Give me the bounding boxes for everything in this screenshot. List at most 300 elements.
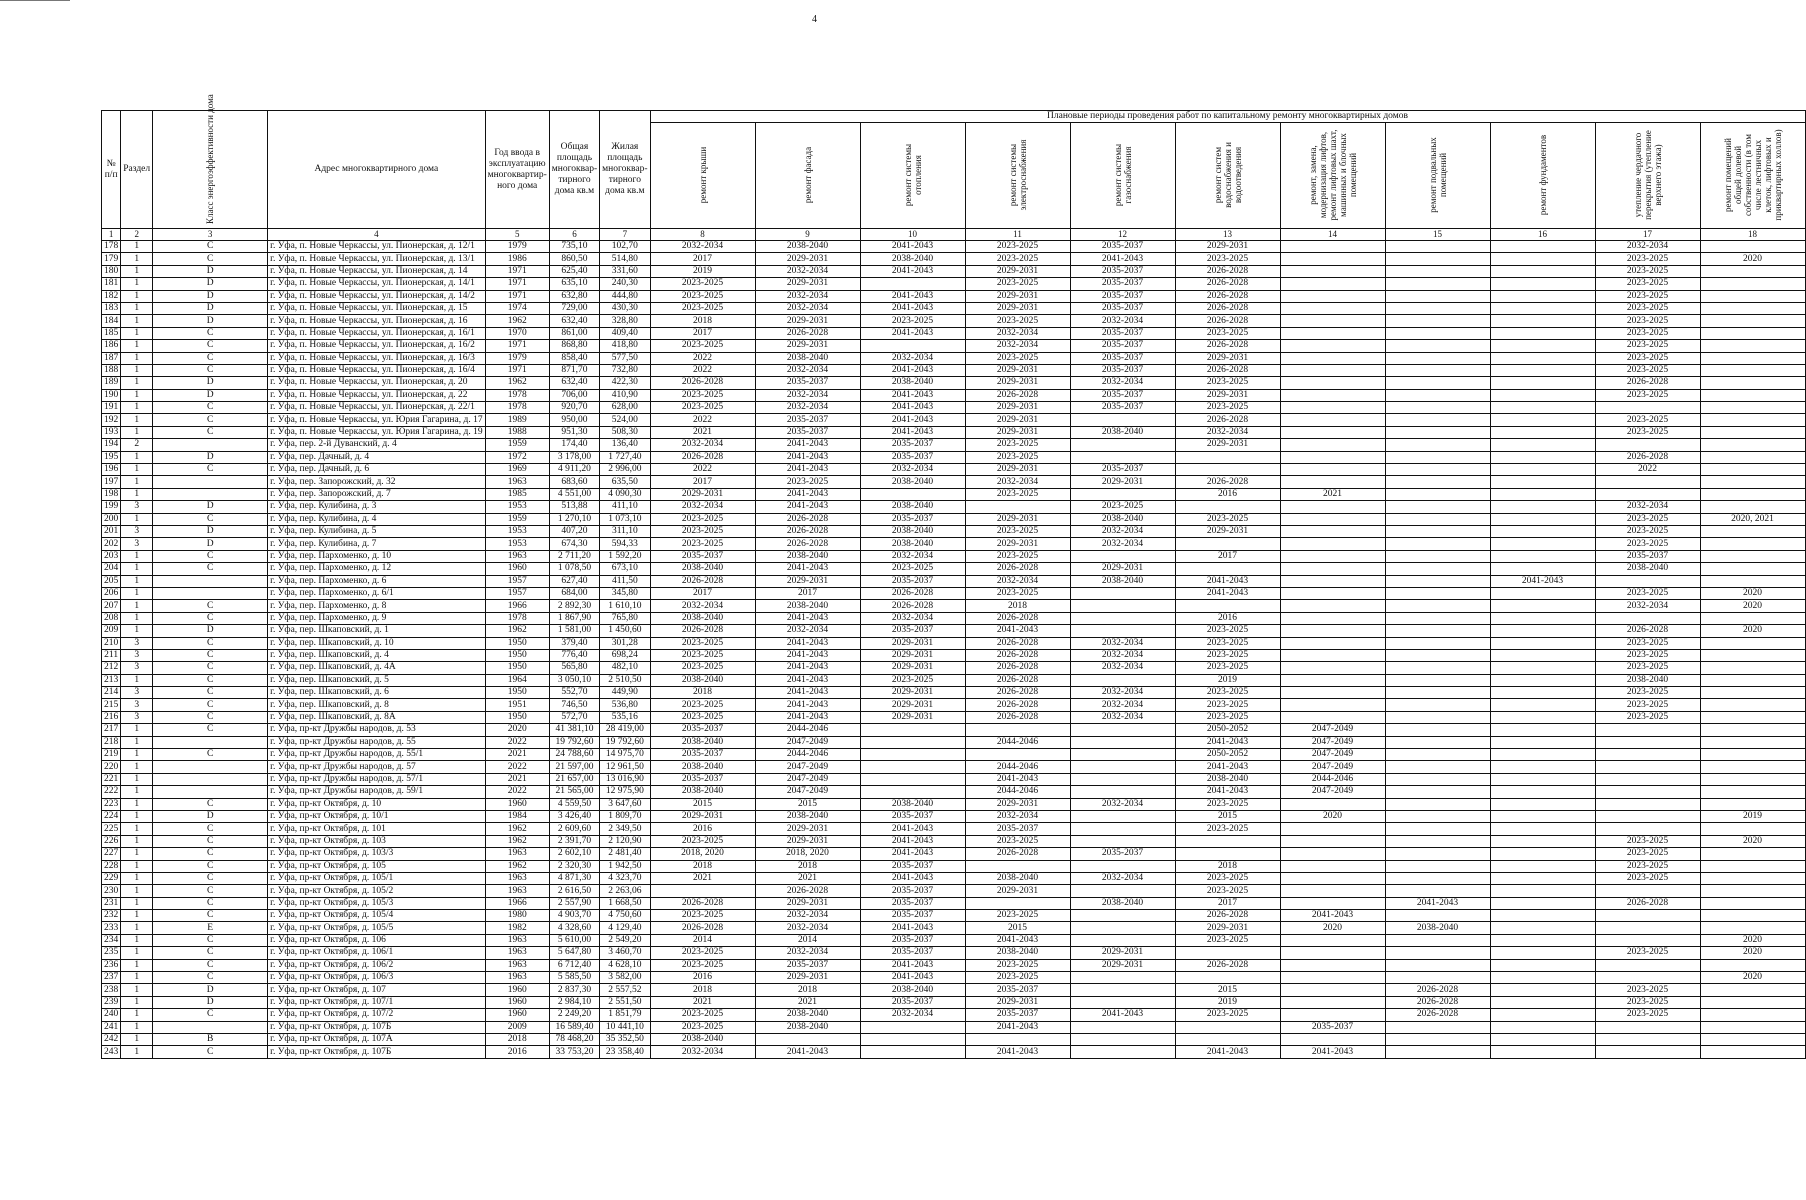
table-cell bbox=[1070, 625, 1175, 637]
table-cell: 2038-2040 bbox=[650, 786, 755, 798]
table-row bbox=[102, 265, 1806, 277]
table-cell bbox=[1175, 848, 1280, 860]
table-cell bbox=[1700, 674, 1805, 686]
table-cell: 2038-2040 bbox=[965, 872, 1070, 884]
table-row bbox=[102, 253, 1806, 265]
table-cell: 2026-2028 bbox=[1595, 377, 1700, 389]
table-cell: 1962 bbox=[485, 625, 549, 637]
table-cell: 2041-2043 bbox=[860, 389, 965, 401]
table-cell bbox=[1595, 910, 1700, 922]
table-cell: 4 871,30 bbox=[549, 872, 599, 884]
table-cell: 1 bbox=[121, 972, 153, 984]
table-cell: 23 358,40 bbox=[600, 1046, 650, 1058]
table-cell bbox=[153, 439, 268, 451]
table-cell bbox=[1490, 810, 1595, 822]
table-cell bbox=[1490, 674, 1595, 686]
table-row bbox=[102, 476, 1806, 488]
table-cell: 625,40 bbox=[549, 265, 599, 277]
table-cell bbox=[1490, 265, 1595, 277]
table-cell: 2041-2043 bbox=[965, 934, 1070, 946]
table-cell: 2026-2028 bbox=[965, 612, 1070, 624]
table-cell bbox=[1490, 972, 1595, 984]
table-cell: 13 016,90 bbox=[600, 773, 650, 785]
table-cell: 2023-2025 bbox=[1595, 253, 1700, 265]
table-cell bbox=[1385, 823, 1490, 835]
table-cell bbox=[1490, 315, 1595, 327]
table-cell: г. Уфа, п. Новые Черкассы, ул. Пионерская, д. 14/2 bbox=[268, 290, 485, 302]
table-cell: 238 bbox=[102, 984, 121, 996]
table-cell bbox=[1490, 947, 1595, 959]
table-cell: 1 bbox=[121, 773, 153, 785]
table-row bbox=[102, 563, 1806, 575]
table-cell: 4 129,40 bbox=[600, 922, 650, 934]
table-cell: 2023-2025 bbox=[650, 340, 755, 352]
table-cell bbox=[1700, 823, 1805, 835]
header-work-17 bbox=[1595, 123, 1700, 229]
table-cell bbox=[1385, 340, 1490, 352]
table-cell bbox=[1595, 786, 1700, 798]
table-cell: 2026-2028 bbox=[1175, 302, 1280, 314]
column-number: 10 bbox=[860, 229, 965, 241]
table-cell: 2035-2037 bbox=[860, 934, 965, 946]
table-cell bbox=[1385, 848, 1490, 860]
table-cell: 4 328,60 bbox=[549, 922, 599, 934]
table-cell: 1 668,50 bbox=[600, 897, 650, 909]
table-cell: 2050-2052 bbox=[1175, 724, 1280, 736]
table-cell: 2029-2031 bbox=[755, 278, 860, 290]
table-cell: 2035-2037 bbox=[650, 550, 755, 562]
table-cell: 2018 bbox=[755, 984, 860, 996]
table-row bbox=[102, 699, 1806, 711]
table-cell: 2022 bbox=[1595, 464, 1700, 476]
table-cell: г. Уфа, пер. Шкаповский, д. 4А bbox=[268, 662, 485, 674]
table-cell: 221 bbox=[102, 773, 121, 785]
table-cell: 1 bbox=[121, 327, 153, 339]
table-cell: 4 323,70 bbox=[600, 872, 650, 884]
table-cell: 2029-2031 bbox=[755, 315, 860, 327]
table-cell: 2041-2043 bbox=[755, 488, 860, 500]
table-cell: 2032-2034 bbox=[965, 476, 1070, 488]
table-cell: 2029-2031 bbox=[860, 662, 965, 674]
table-cell: 2029-2031 bbox=[860, 649, 965, 661]
table-cell: 3 bbox=[121, 525, 153, 537]
table-cell: 2035-2037 bbox=[1070, 848, 1175, 860]
table-cell: 2029-2031 bbox=[965, 426, 1070, 438]
table-cell: 3 050,10 bbox=[549, 674, 599, 686]
table-cell: 2047-2049 bbox=[1280, 786, 1385, 798]
table-cell: 2026-2028 bbox=[1385, 984, 1490, 996]
table-cell bbox=[1490, 402, 1595, 414]
table-cell: 1970 bbox=[485, 327, 549, 339]
table-cell bbox=[1385, 488, 1490, 500]
table-cell: 208 bbox=[102, 612, 121, 624]
table-cell: 2035-2037 bbox=[965, 1009, 1070, 1021]
table-cell: C bbox=[153, 563, 268, 575]
table-cell bbox=[1280, 699, 1385, 711]
table-cell bbox=[1490, 241, 1595, 253]
table-row bbox=[102, 674, 1806, 686]
table-cell: 2029-2031 bbox=[755, 253, 860, 265]
table-cell: 2023-2025 bbox=[1175, 711, 1280, 723]
table-cell: 1984 bbox=[485, 810, 549, 822]
table-cell bbox=[1385, 885, 1490, 897]
table-cell bbox=[1385, 724, 1490, 736]
table-cell: 2026-2028 bbox=[965, 674, 1070, 686]
table-cell: г. Уфа, пер. Шкаповский, д. 4 bbox=[268, 649, 485, 661]
table-cell bbox=[1385, 761, 1490, 773]
table-cell: 1957 bbox=[485, 575, 549, 587]
table-cell bbox=[1280, 550, 1385, 562]
table-cell: 2044-2046 bbox=[965, 786, 1070, 798]
table-cell: 203 bbox=[102, 550, 121, 562]
table-cell: 2041-2043 bbox=[1175, 786, 1280, 798]
table-cell: г. Уфа, пер. Кулибина, д. 3 bbox=[268, 501, 485, 513]
table-cell: 2016 bbox=[650, 823, 755, 835]
table-cell: 3 647,60 bbox=[600, 798, 650, 810]
table-cell: 2018 bbox=[650, 984, 755, 996]
table-cell: 2038-2040 bbox=[965, 947, 1070, 959]
header-planned-periods: Плановые периоды проведения работ по капитальному ремонту многоквартирных домов bbox=[650, 111, 1805, 123]
table-row bbox=[102, 290, 1806, 302]
table-row bbox=[102, 823, 1806, 835]
table-cell: 2035-2037 bbox=[1070, 364, 1175, 376]
table-row bbox=[102, 959, 1806, 971]
table-cell bbox=[1700, 1009, 1805, 1021]
table-cell: г. Уфа, пер. Шкаповский, д. 5 bbox=[268, 674, 485, 686]
table-cell: г. Уфа, пер. Пархоменко, д. 8 bbox=[268, 600, 485, 612]
table-cell: 683,60 bbox=[549, 476, 599, 488]
table-cell: 1 bbox=[121, 922, 153, 934]
table-cell: 211 bbox=[102, 649, 121, 661]
table-cell: 311,10 bbox=[600, 525, 650, 537]
table-cell: 2038-2040 bbox=[650, 736, 755, 748]
table-cell bbox=[1700, 724, 1805, 736]
table-cell bbox=[1700, 464, 1805, 476]
table-cell: 1971 bbox=[485, 265, 549, 277]
table-cell bbox=[1385, 612, 1490, 624]
table-cell bbox=[1385, 278, 1490, 290]
table-cell: 2029-2031 bbox=[1175, 525, 1280, 537]
table-cell: 2035-2037 bbox=[1070, 402, 1175, 414]
table-cell: 2 551,50 bbox=[600, 996, 650, 1008]
table-cell bbox=[1070, 860, 1175, 872]
table-cell bbox=[1385, 563, 1490, 575]
table-cell: 698,24 bbox=[600, 649, 650, 661]
table-cell: 216 bbox=[102, 711, 121, 723]
table-cell bbox=[965, 724, 1070, 736]
table-cell: C bbox=[153, 910, 268, 922]
table-cell bbox=[1700, 302, 1805, 314]
table-cell bbox=[1700, 798, 1805, 810]
table-cell: 3 bbox=[121, 637, 153, 649]
table-cell bbox=[1280, 513, 1385, 525]
table-cell: 4 903,70 bbox=[549, 910, 599, 922]
table-cell: г. Уфа, пр-кт Дружбы народов, д. 53 bbox=[268, 724, 485, 736]
table-cell: 2023-2025 bbox=[1595, 649, 1700, 661]
table-row bbox=[102, 872, 1806, 884]
table-cell: 2041-2043 bbox=[860, 872, 965, 884]
table-cell bbox=[860, 724, 965, 736]
table-cell bbox=[1385, 674, 1490, 686]
table-cell: 2035-2037 bbox=[650, 773, 755, 785]
table-cell: 78 468,20 bbox=[549, 1034, 599, 1046]
column-number: 16 bbox=[1490, 229, 1595, 241]
table-cell: 1971 bbox=[485, 278, 549, 290]
table-cell: 2017 bbox=[650, 587, 755, 599]
table-cell: 194 bbox=[102, 439, 121, 451]
table-cell: 1 bbox=[121, 302, 153, 314]
table-cell: 2038-2040 bbox=[860, 253, 965, 265]
table-cell: 227 bbox=[102, 848, 121, 860]
table-cell bbox=[965, 860, 1070, 872]
table-cell: 1 bbox=[121, 488, 153, 500]
table-cell: г. Уфа, пр-кт Октября, д. 105/4 bbox=[268, 910, 485, 922]
table-cell bbox=[1280, 674, 1385, 686]
table-cell: 2029-2031 bbox=[860, 699, 965, 711]
table-cell: 2023-2025 bbox=[1595, 848, 1700, 860]
table-row bbox=[102, 1046, 1806, 1058]
table-cell: 2026-2028 bbox=[860, 587, 965, 599]
table-cell: 2041-2043 bbox=[755, 662, 860, 674]
table-cell bbox=[1280, 637, 1385, 649]
table-cell bbox=[1385, 302, 1490, 314]
header-work-8 bbox=[650, 123, 755, 229]
table-cell: 2032-2034 bbox=[1175, 426, 1280, 438]
table-row bbox=[102, 860, 1806, 872]
table-cell bbox=[965, 897, 1070, 909]
table-cell: 1951 bbox=[485, 699, 549, 711]
table-cell: 1 bbox=[121, 464, 153, 476]
table-cell: 4 090,30 bbox=[600, 488, 650, 500]
table-cell bbox=[1700, 736, 1805, 748]
table-cell: 1959 bbox=[485, 439, 549, 451]
table-cell: г. Уфа, пр-кт Октября, д. 106 bbox=[268, 934, 485, 946]
table-cell bbox=[1595, 810, 1700, 822]
table-cell: 179 bbox=[102, 253, 121, 265]
table-cell bbox=[1280, 476, 1385, 488]
table-cell: 2014 bbox=[755, 934, 860, 946]
table-cell: 2020 bbox=[1700, 934, 1805, 946]
table-cell: г. Уфа, пер. Шкаповский, д. 6 bbox=[268, 687, 485, 699]
table-cell: г. Уфа, п. Новые Черкассы, ул. Юрия Гагарина, д. 19 bbox=[268, 426, 485, 438]
table-cell: C bbox=[153, 959, 268, 971]
table-cell: 215 bbox=[102, 699, 121, 711]
table-cell: 1 942,50 bbox=[600, 860, 650, 872]
table-cell: 2026-2028 bbox=[1175, 315, 1280, 327]
table-cell bbox=[1490, 488, 1595, 500]
table-cell: 2023-2025 bbox=[1175, 872, 1280, 884]
table-cell: 178 bbox=[102, 241, 121, 253]
table-cell bbox=[1700, 364, 1805, 376]
table-cell bbox=[1700, 340, 1805, 352]
table-cell: 2035-2037 bbox=[860, 810, 965, 822]
table-cell: 2038-2040 bbox=[860, 984, 965, 996]
table-cell bbox=[1385, 389, 1490, 401]
table-cell bbox=[1700, 996, 1805, 1008]
table-cell: 1989 bbox=[485, 414, 549, 426]
table-cell: 2032-2034 bbox=[1070, 872, 1175, 884]
table-cell: г. Уфа, пер. Шкаповский, д. 1 bbox=[268, 625, 485, 637]
table-cell: 2038-2040 bbox=[1070, 426, 1175, 438]
table-cell bbox=[1595, 934, 1700, 946]
table-cell bbox=[153, 736, 268, 748]
table-row bbox=[102, 488, 1806, 500]
table-cell: 1 bbox=[121, 872, 153, 884]
table-cell: 2022 bbox=[650, 352, 755, 364]
table-cell: 2029-2031 bbox=[965, 996, 1070, 1008]
table-cell bbox=[1070, 600, 1175, 612]
table-cell bbox=[1280, 711, 1385, 723]
table-cell: 1962 bbox=[485, 377, 549, 389]
table-cell: 2 557,90 bbox=[549, 897, 599, 909]
table-cell: 2035-2037 bbox=[755, 414, 860, 426]
table-cell: C bbox=[153, 947, 268, 959]
table-cell: г. Уфа, пр-кт Октября, д. 106/3 bbox=[268, 972, 485, 984]
header-work-label: ремонт системы электроснабжения bbox=[1007, 139, 1028, 210]
table-cell: 430,30 bbox=[600, 302, 650, 314]
table-cell: 1 bbox=[121, 377, 153, 389]
table-cell: г. Уфа, п. Новые Черкассы, ул. Пионерская, д. 14 bbox=[268, 265, 485, 277]
table-cell: г. Уфа, пер. Пархоменко, д. 6 bbox=[268, 575, 485, 587]
table-cell: 2026-2028 bbox=[965, 662, 1070, 674]
table-cell: 1963 bbox=[485, 959, 549, 971]
table-cell: 2023-2025 bbox=[1595, 389, 1700, 401]
table-cell: 2041-2043 bbox=[1280, 1046, 1385, 1058]
table-cell: 858,40 bbox=[549, 352, 599, 364]
column-number: 5 bbox=[485, 229, 549, 241]
table-cell: 409,40 bbox=[600, 327, 650, 339]
table-cell: 1960 bbox=[485, 563, 549, 575]
table-cell bbox=[1595, 823, 1700, 835]
table-cell: 950,00 bbox=[549, 414, 599, 426]
table-row bbox=[102, 315, 1806, 327]
column-number: 15 bbox=[1385, 229, 1490, 241]
table-cell: 3 bbox=[121, 699, 153, 711]
table-cell: 2041-2043 bbox=[860, 265, 965, 277]
table-cell bbox=[1385, 476, 1490, 488]
table-cell: 2023-2025 bbox=[650, 302, 755, 314]
table-cell bbox=[1700, 265, 1805, 277]
table-cell bbox=[1280, 575, 1385, 587]
table-cell bbox=[1700, 959, 1805, 971]
table-cell: 2023-2025 bbox=[650, 835, 755, 847]
table-cell: 2026-2028 bbox=[965, 711, 1070, 723]
table-cell bbox=[1280, 525, 1385, 537]
table-cell: 2041-2043 bbox=[1280, 910, 1385, 922]
table-cell: 2023-2025 bbox=[650, 389, 755, 401]
table-cell bbox=[1385, 414, 1490, 426]
table-cell bbox=[1280, 996, 1385, 1008]
table-cell bbox=[1070, 1046, 1175, 1058]
table-cell bbox=[1175, 464, 1280, 476]
table-cell: 2035-2037 bbox=[860, 897, 965, 909]
table-cell bbox=[1280, 389, 1385, 401]
table-cell: 2023-2025 bbox=[1595, 835, 1700, 847]
table-cell bbox=[1385, 575, 1490, 587]
table-cell: 674,30 bbox=[549, 538, 599, 550]
header-work-label: ремонт системы отопления bbox=[902, 143, 923, 206]
table-cell: 860,50 bbox=[549, 253, 599, 265]
table-cell: 1 bbox=[121, 1046, 153, 1058]
table-row bbox=[102, 525, 1806, 537]
table-cell: г. Уфа, п. Новые Черкассы, ул. Пионерская, д. 12/1 bbox=[268, 241, 485, 253]
table-cell: 2035-2037 bbox=[1280, 1021, 1385, 1033]
table-cell: 102,70 bbox=[600, 241, 650, 253]
table-cell: 2022 bbox=[485, 736, 549, 748]
table-cell: 1985 bbox=[485, 488, 549, 500]
table-cell bbox=[860, 340, 965, 352]
table-cell: 2023-2025 bbox=[965, 315, 1070, 327]
table-cell bbox=[1385, 786, 1490, 798]
table-cell: 2 bbox=[121, 439, 153, 451]
table-cell: 732,80 bbox=[600, 364, 650, 376]
table-cell bbox=[1280, 823, 1385, 835]
table-cell: 2029-2031 bbox=[1070, 563, 1175, 575]
table-cell bbox=[1490, 587, 1595, 599]
table-cell: 1972 bbox=[485, 451, 549, 463]
table-cell bbox=[1595, 798, 1700, 810]
table-cell: C bbox=[153, 600, 268, 612]
table-cell bbox=[1280, 377, 1385, 389]
table-cell: 2032-2034 bbox=[1070, 711, 1175, 723]
table-cell bbox=[1280, 860, 1385, 872]
table-cell bbox=[1280, 414, 1385, 426]
table-cell bbox=[1700, 687, 1805, 699]
table-cell: D bbox=[153, 525, 268, 537]
table-cell: 234 bbox=[102, 934, 121, 946]
table-cell bbox=[1280, 352, 1385, 364]
table-cell: 2041-2043 bbox=[755, 1046, 860, 1058]
table-cell bbox=[1700, 389, 1805, 401]
table-cell: 2021 bbox=[1280, 488, 1385, 500]
table-cell: 2022 bbox=[485, 761, 549, 773]
table-cell: 1953 bbox=[485, 501, 549, 513]
table-cell bbox=[1385, 773, 1490, 785]
table-cell: 2041-2043 bbox=[860, 835, 965, 847]
table-cell: 2020 bbox=[1700, 625, 1805, 637]
table-cell bbox=[1070, 451, 1175, 463]
table-cell: 2029-2031 bbox=[860, 637, 965, 649]
table-cell: C bbox=[153, 327, 268, 339]
table-row bbox=[102, 798, 1806, 810]
table-cell: 12 961,50 bbox=[600, 761, 650, 773]
table-cell: 1 bbox=[121, 426, 153, 438]
table-cell: C bbox=[153, 414, 268, 426]
table-cell bbox=[1490, 389, 1595, 401]
table-cell: 5 647,80 bbox=[549, 947, 599, 959]
table-cell: 2041-2043 bbox=[755, 563, 860, 575]
table-cell: 231 bbox=[102, 897, 121, 909]
table-cell: 1950 bbox=[485, 649, 549, 661]
table-cell bbox=[1385, 315, 1490, 327]
table-cell bbox=[1700, 414, 1805, 426]
table-row bbox=[102, 835, 1806, 847]
table-cell bbox=[1070, 773, 1175, 785]
table-cell: 2041-2043 bbox=[1175, 736, 1280, 748]
header-work-16 bbox=[1490, 123, 1595, 229]
table-cell bbox=[1490, 340, 1595, 352]
table-row bbox=[102, 1034, 1806, 1046]
table-cell: 2029-2031 bbox=[755, 575, 860, 587]
table-cell: 1 bbox=[121, 860, 153, 872]
table-cell bbox=[1280, 587, 1385, 599]
table-cell bbox=[1490, 439, 1595, 451]
table-cell: 1 867,90 bbox=[549, 612, 599, 624]
table-cell bbox=[1070, 749, 1175, 761]
table-cell: 2041-2043 bbox=[860, 327, 965, 339]
table-cell: г. Уфа, пер. Кулибина, д. 4 bbox=[268, 513, 485, 525]
table-cell: 2035-2037 bbox=[1070, 265, 1175, 277]
